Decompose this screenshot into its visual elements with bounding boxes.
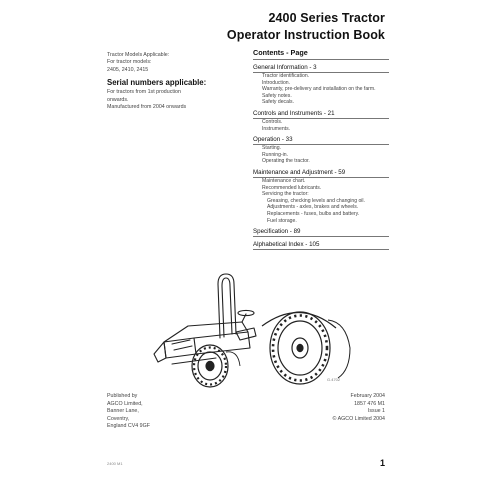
document-title: 2400 Series Tractor (268, 11, 385, 25)
publication-line: February 2004 (350, 393, 385, 399)
section-heading: Specification - 89 (253, 228, 301, 236)
publication-line: Issue 1 (367, 408, 385, 415)
serial-line: onwards. (107, 96, 129, 103)
contents-item: Introduction. (262, 79, 291, 86)
section-heading: Operation - 33 (253, 136, 293, 144)
publisher-line: Banner Lane, (107, 408, 139, 415)
contents-section (253, 169, 389, 224)
publication-line: © AGCO Limited 2004 (332, 415, 385, 422)
document-subtitle: Operator Instruction Book (226, 28, 385, 42)
publication-info (333, 393, 385, 423)
section-heading: Alphabetical Index - 105 (253, 241, 320, 249)
contents-section (253, 228, 389, 237)
section-rule (253, 236, 389, 237)
section-heading: General Information - 3 (253, 64, 317, 71)
contents-item: Adjustments - axles, brakes and wheels. (267, 204, 359, 211)
contents-section (253, 64, 389, 106)
publisher-line: Coventry, (107, 415, 130, 422)
contents-item: Greasing, checking levels and changing oil. (267, 197, 365, 204)
contents-item: Replacements - fuses, bulbs and battery. (267, 210, 360, 217)
contents-item: Operating the tractor. (262, 158, 310, 165)
serial-line: For tractors from 1st production (107, 89, 181, 96)
contents-item: Fuel storage. (267, 217, 297, 224)
serial-line: Manufactured from 2004 onwards (107, 104, 187, 111)
tractor-illustration (150, 262, 378, 390)
publication-line: 1857 476 M1 (354, 400, 385, 407)
serial-numbers-heading: Serial numbers applicable: (107, 78, 207, 88)
publisher-line: England CV4 9GF (107, 423, 150, 430)
publisher-address (107, 393, 150, 431)
contents-item: Servicing the tractor: (262, 191, 309, 198)
models-line: For tractor models: (107, 59, 152, 66)
contents-rule (253, 59, 389, 60)
contents-section (253, 241, 389, 250)
section-heading: Maintenance and Adjustment - 59 (253, 168, 346, 176)
contents-item: Safety notes. (262, 92, 292, 99)
serial-numbers-text (107, 89, 237, 111)
publisher-line: Published by (107, 393, 138, 399)
models-applicable (107, 52, 237, 74)
contents-sections (253, 64, 389, 250)
contents-item: Recommended lubricants. (262, 184, 322, 191)
contents-item: Controls. (262, 118, 283, 125)
models-line: 2405, 2410, 2415 (107, 66, 149, 73)
section-rule (253, 249, 389, 250)
contents-item: Safety decals. (262, 99, 294, 106)
models-line: Tractor Models Applicable: (107, 52, 170, 58)
section-heading: Controls and Instruments - 21 (253, 109, 335, 117)
contents-section (253, 110, 389, 132)
contents-heading: Contents - Page (253, 48, 308, 57)
page-number: 1 (379, 458, 385, 468)
contents-item: Tractor identification. (262, 73, 310, 79)
contents-block (253, 48, 389, 250)
contents-item: Starting. (262, 145, 281, 152)
contents-section (253, 136, 389, 165)
footer-code: 2400 M1 (107, 461, 123, 466)
contents-item: Warranty, pre-delivery and installation on the farm. (262, 86, 376, 93)
publisher-line: AGCO Limited, (107, 400, 143, 407)
applicability-block (107, 52, 237, 111)
contents-item: Instruments. (262, 125, 291, 132)
contents-item: Maintenance chart. (262, 177, 306, 184)
contents-item: Running-in. (262, 151, 289, 158)
figure-code: G.4702 (327, 377, 341, 382)
